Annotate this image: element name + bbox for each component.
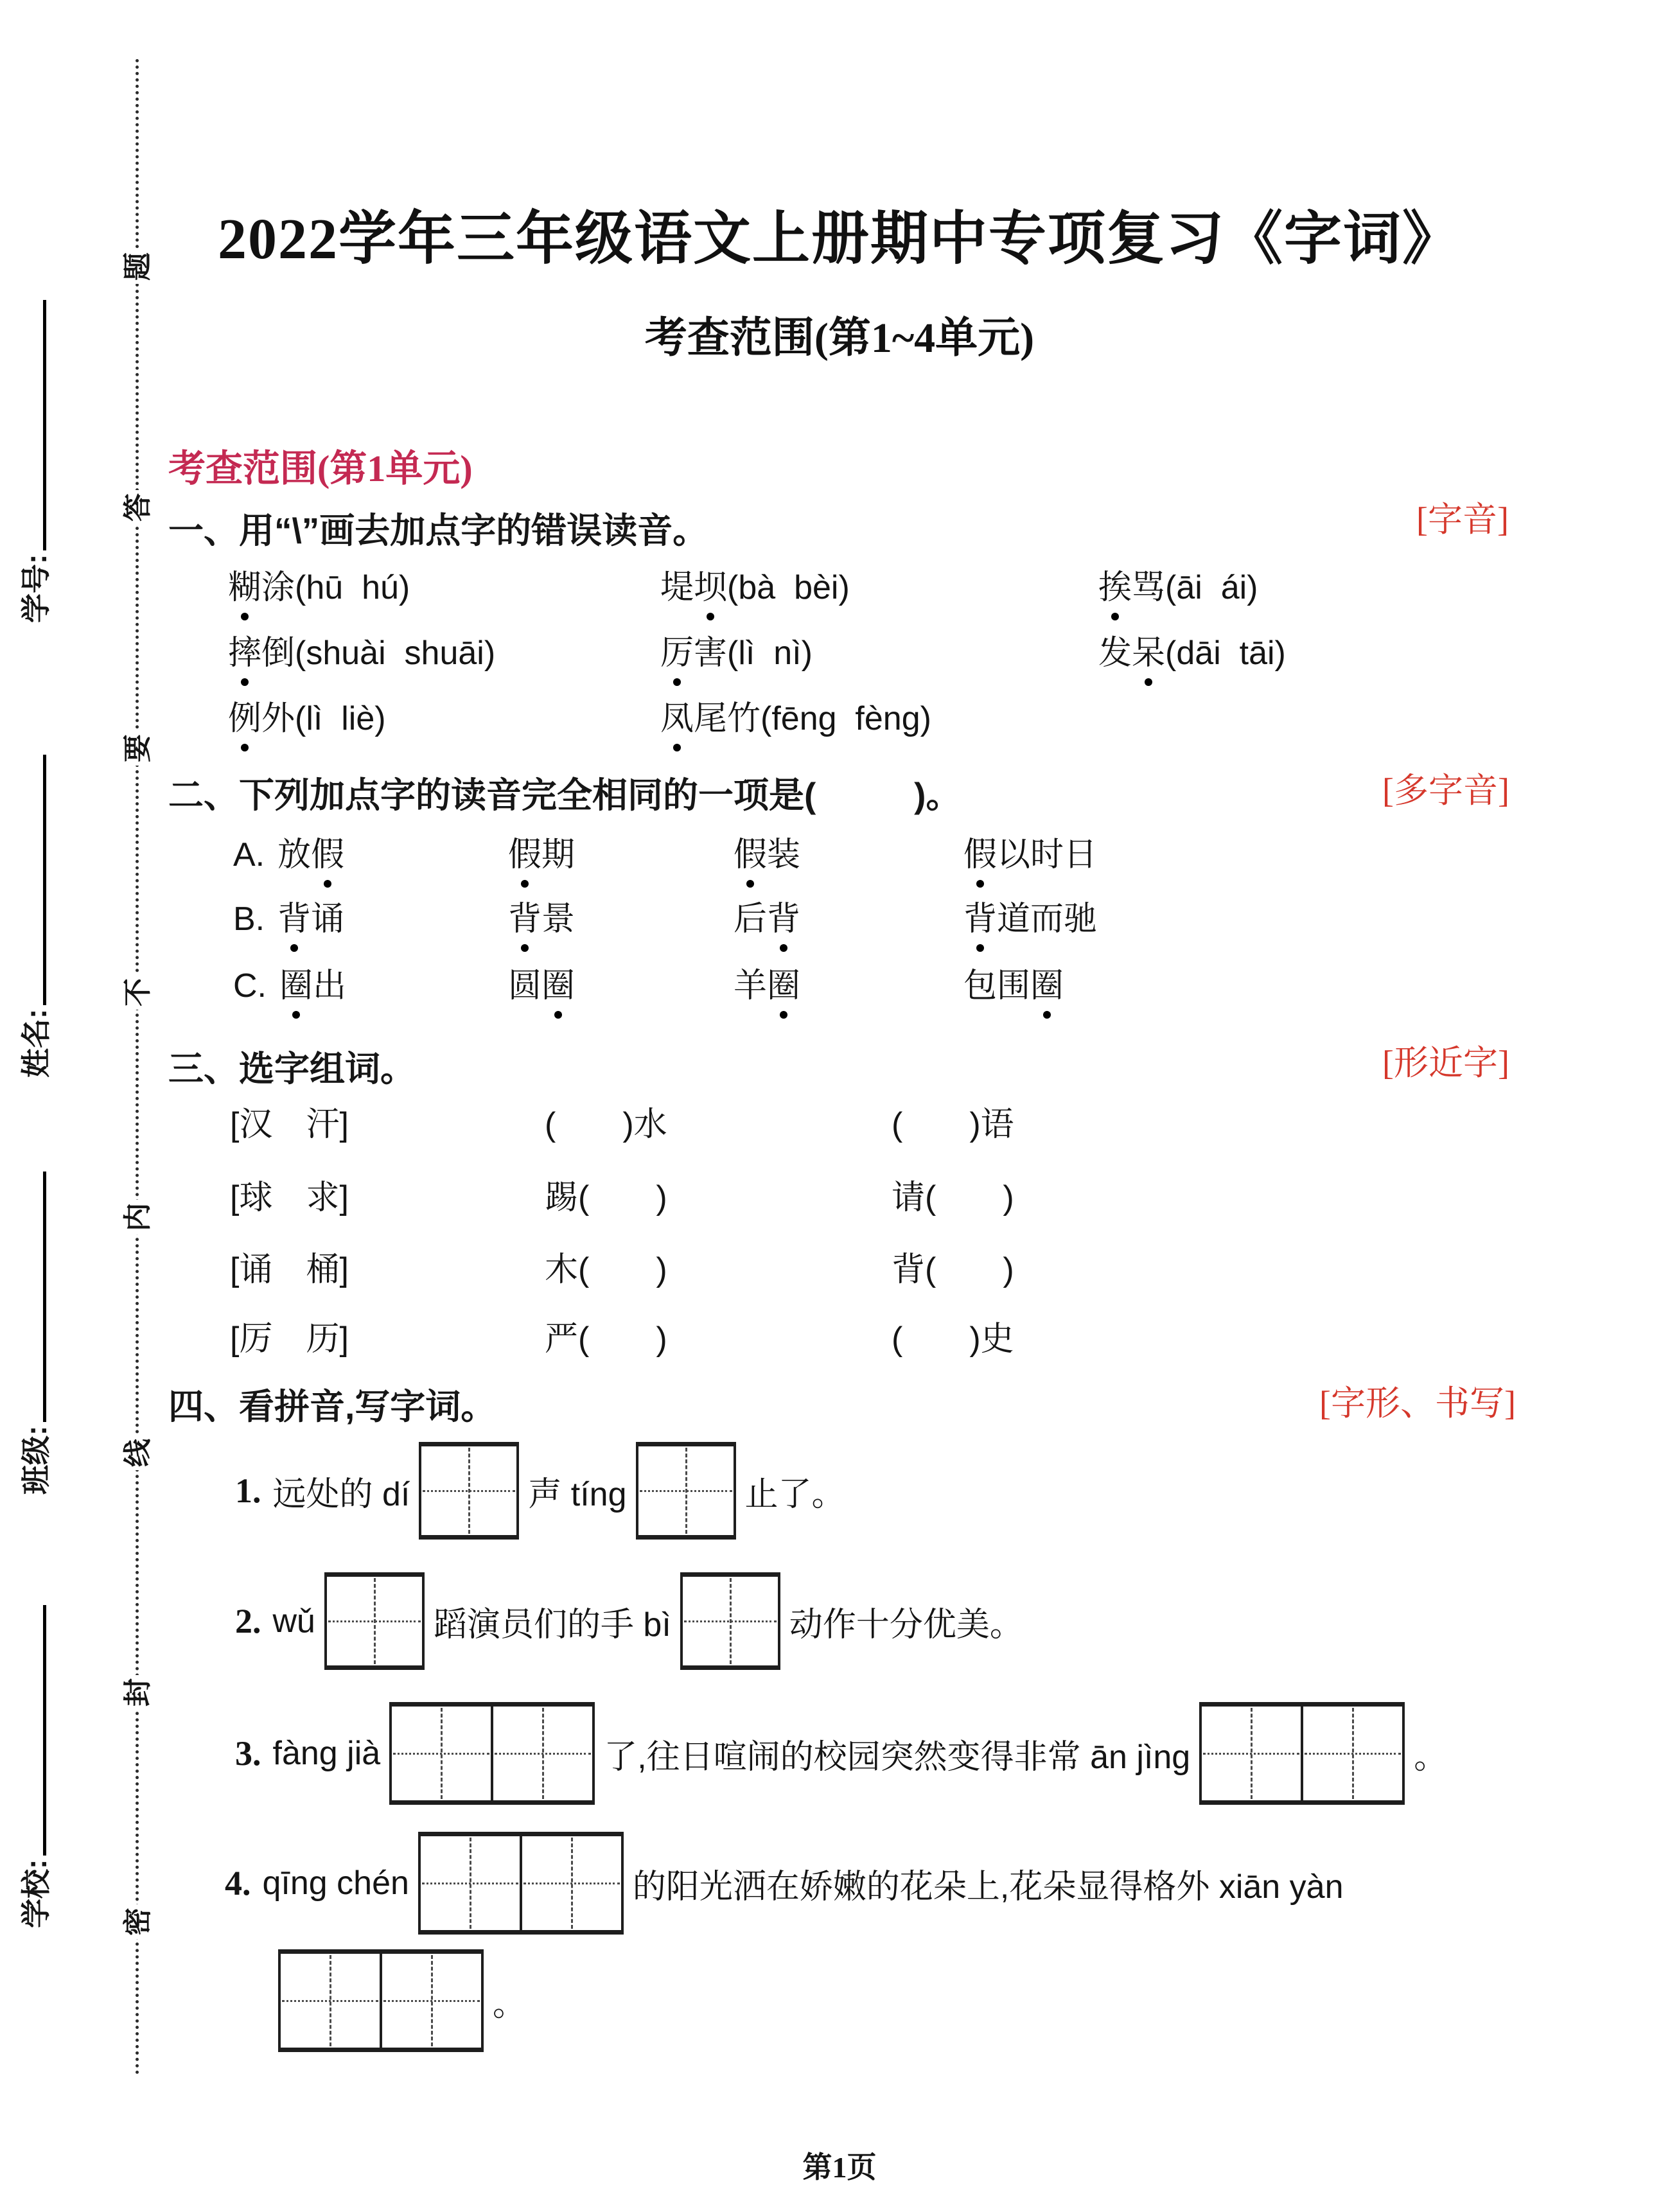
writing-box <box>636 1442 736 1540</box>
page-title: 2022学年三年级语文上册期中专项复习《字词》 <box>218 207 1461 271</box>
word-text: 后 <box>734 900 768 938</box>
item-text: 远处的 dí <box>272 1475 410 1513</box>
writing-box-double <box>418 1832 624 1935</box>
school-label: 学校: <box>19 1859 53 1928</box>
dotted-char: 圈 <box>767 967 801 1005</box>
q3-char-pair: [球 求] <box>230 1179 349 1216</box>
dotted-char: 假 <box>508 836 542 873</box>
word-text: 以时日 <box>997 836 1098 873</box>
writing-cell <box>1301 1707 1402 1800</box>
writing-cell <box>491 1707 592 1800</box>
seal-char: 要 <box>121 731 155 766</box>
item-text: qīng chén <box>262 1865 409 1902</box>
writing-cell <box>392 1707 491 1800</box>
q2-word <box>963 836 1097 875</box>
writing-box-double <box>389 1702 595 1805</box>
q1-tag: [字音] <box>1416 500 1509 539</box>
dotted-char: 挨 <box>1098 569 1132 606</box>
writing-cell <box>520 1836 621 1930</box>
q1-word <box>228 635 495 673</box>
word-text: 骂(āi ái) <box>1132 569 1258 606</box>
dotted-char: 背 <box>963 900 998 938</box>
q2-option-a <box>233 836 344 875</box>
q4-item-4 <box>225 1832 1344 1935</box>
writing-box <box>680 1572 780 1670</box>
q3-blank: 背( ) <box>892 1251 1014 1288</box>
option-letter: B. <box>233 900 265 938</box>
q4-heading: 四、看拼音,写字词。 <box>168 1387 497 1426</box>
writing-cell <box>421 1836 520 1930</box>
q4-item-4-continuation <box>278 1949 526 2052</box>
item-text: 蹈演员们的手 bì <box>433 1606 671 1644</box>
word-text: 害(lì nì) <box>694 635 813 672</box>
q2-heading: 二、下列加点字的读音完全相同的一项是( )。 <box>168 775 962 815</box>
q3-blank: 请( ) <box>892 1179 1014 1216</box>
q4-tag: [字形、书写] <box>1319 1384 1516 1423</box>
seal-char: 密 <box>121 1904 155 1939</box>
q1-word <box>1098 635 1286 673</box>
writing-cell <box>380 1954 481 2048</box>
q3-blank: 严( ) <box>545 1321 667 1358</box>
word-text: 诵 <box>311 900 345 938</box>
q2-word <box>508 900 575 939</box>
q1-word <box>228 700 386 739</box>
dotted-char: 圈 <box>541 967 576 1005</box>
word-text: 包围 <box>963 967 1031 1005</box>
q3-blank: ( )史 <box>892 1321 1014 1358</box>
word-text: 景 <box>541 900 576 938</box>
q2-word <box>508 836 575 875</box>
item-text: wǔ <box>272 1602 315 1640</box>
writing-box-double <box>278 1949 484 2052</box>
school-field <box>17 1605 55 1928</box>
word-text: 发 <box>1098 635 1132 672</box>
writing-cell <box>281 1954 380 2048</box>
q1-word <box>660 635 813 673</box>
word-text: 外(lì liè) <box>261 700 386 737</box>
item-text: 声 tíng <box>528 1475 627 1513</box>
class-label: 班级: <box>19 1425 53 1495</box>
item-text: 了,往日喧闹的校园突然变得非常 ān jìng <box>604 1738 1191 1776</box>
word-text: 装 <box>767 836 801 873</box>
section-header: 考查范围(第1单元) <box>168 448 473 489</box>
dotted-char: 假 <box>734 836 768 873</box>
q2-word <box>508 967 575 1006</box>
item-text: 。 <box>1414 1738 1448 1776</box>
item-text: 动作十分优美。 <box>789 1606 1023 1644</box>
option-letter: C. <box>233 967 267 1005</box>
item-number: 4. <box>225 1864 251 1902</box>
dotted-char: 例 <box>228 700 262 737</box>
q2-tag: [多字音] <box>1382 771 1509 810</box>
writing-box-double <box>1199 1702 1405 1805</box>
name-field <box>17 755 55 1078</box>
q3-blank: ( )语 <box>892 1106 1014 1143</box>
q1-word <box>660 569 850 608</box>
item-number: 1. <box>235 1471 261 1510</box>
option-letter: A. <box>233 836 265 873</box>
dotted-char: 背 <box>277 900 312 938</box>
dotted-char: 摔 <box>228 635 262 672</box>
dotted-char: 假 <box>311 836 345 873</box>
dotted-char: 厉 <box>660 635 694 672</box>
item-number: 2. <box>235 1602 261 1640</box>
q2-word <box>963 900 1097 939</box>
seal-char: 封 <box>121 1675 155 1710</box>
word-text: (dāi tāi) <box>1165 635 1286 672</box>
q2-word <box>734 836 800 875</box>
q2-option-c <box>233 967 346 1006</box>
dotted-char: 凤 <box>660 700 694 737</box>
q3-tag: [形近字] <box>1382 1044 1509 1082</box>
q3-blank: 踢( ) <box>545 1179 667 1216</box>
q1-heading: 一、用“\”画去加点字的错误读音。 <box>168 511 708 550</box>
item-number: 3. <box>235 1734 261 1773</box>
q2-option-b <box>233 900 344 939</box>
seal-char: 内 <box>121 1200 155 1234</box>
dotted-char: 坝 <box>694 569 728 606</box>
seal-char: 答 <box>121 490 155 525</box>
word-text: 期 <box>541 836 576 873</box>
q2-word <box>734 900 800 939</box>
item-text: 。 <box>493 1985 527 2023</box>
q4-item-2 <box>235 1572 1023 1670</box>
seal-char: 不 <box>121 975 155 1010</box>
word-text: 尾竹(fēng fèng) <box>694 700 931 737</box>
q4-item-1 <box>235 1442 845 1540</box>
q3-char-pair: [厉 历] <box>230 1321 349 1358</box>
word-text: 羊 <box>734 967 768 1005</box>
student-id-label: 学号: <box>19 554 53 623</box>
writing-box <box>324 1572 425 1670</box>
writing-cell <box>1202 1707 1301 1800</box>
seal-char: 题 <box>121 249 155 284</box>
writing-box <box>419 1442 519 1540</box>
seal-char: 线 <box>121 1435 155 1470</box>
dotted-char: 圈 <box>279 967 313 1005</box>
word-text: 圆 <box>508 967 542 1005</box>
q2-word <box>734 967 800 1006</box>
dotted-char: 背 <box>767 900 801 938</box>
dotted-char: 呆 <box>1132 635 1166 672</box>
word-text: 道而驰 <box>997 900 1098 938</box>
class-field <box>17 1172 55 1495</box>
page-subtitle: 考查范围(第1~4单元) <box>644 315 1035 362</box>
q3-blank: ( )水 <box>545 1106 667 1143</box>
name-label: 姓名: <box>19 1008 53 1078</box>
word-text: (bà bèi) <box>727 569 850 606</box>
word-text: 堤 <box>660 569 694 606</box>
q3-blank: 木( ) <box>545 1251 667 1288</box>
word-text: 出 <box>313 967 347 1005</box>
item-text: 的阳光洒在娇嫩的花朵上,花朵显得格外 xiān yàn <box>632 1868 1344 1906</box>
dotted-char: 圈 <box>1030 967 1064 1005</box>
item-text: 止了。 <box>744 1475 845 1513</box>
word-text: 倒(shuài shuāi) <box>261 635 496 672</box>
q3-char-pair: [汉 汗] <box>230 1106 349 1143</box>
dotted-char: 背 <box>508 900 542 938</box>
q1-word <box>228 569 410 608</box>
dotted-char: 假 <box>963 836 998 873</box>
q4-item-3 <box>235 1702 1447 1805</box>
item-text: fàng jià <box>272 1735 381 1772</box>
q3-heading: 三、选字组词。 <box>168 1049 416 1089</box>
name-blank-line <box>35 755 46 1005</box>
word-text: 放 <box>277 836 312 873</box>
q3-char-pair: [诵 桶] <box>230 1251 349 1288</box>
q1-word <box>1098 569 1258 608</box>
q2-word <box>963 967 1064 1006</box>
class-blank-line <box>35 1172 46 1422</box>
school-blank-line <box>35 1605 46 1856</box>
dotted-char: 糊 <box>228 569 262 606</box>
q1-word <box>660 700 931 739</box>
page-number: 第1页 <box>802 2151 877 2184</box>
word-text: 涂(hū hú) <box>261 569 410 606</box>
